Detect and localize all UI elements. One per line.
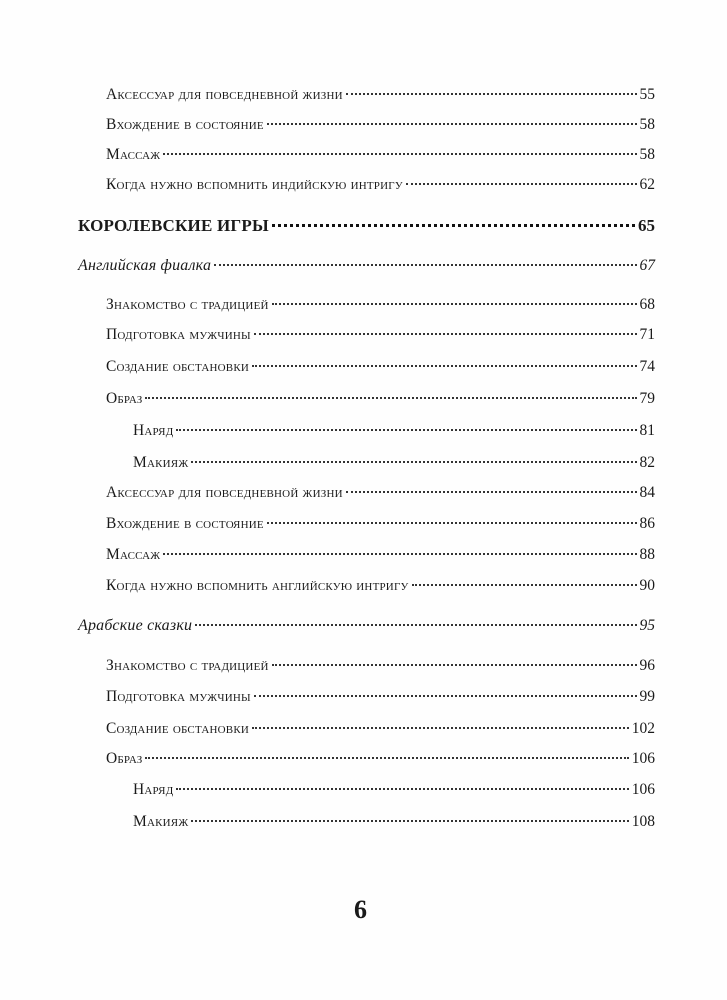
- toc-chapter-title: Арабские сказки: [78, 617, 193, 634]
- toc-entry-title: Массаж: [106, 146, 161, 163]
- toc-subentry-page: 106: [631, 781, 655, 798]
- toc-entry-title: Массаж: [106, 546, 161, 563]
- toc-entry-title: Аксессуар для повседневной жизни: [106, 484, 343, 501]
- toc-entry: [106, 481, 655, 505]
- toc-entry-title: Знакомство с традицией: [106, 657, 269, 674]
- toc-entry-page: 102: [631, 720, 655, 737]
- toc-chapter-heading: [78, 614, 655, 638]
- toc-entry-title: Вхождение в состояние: [106, 116, 264, 133]
- toc-entry-page: 58: [639, 116, 655, 133]
- toc-subentry-title: Макияж: [133, 813, 189, 830]
- toc-entry-page: 99: [639, 688, 655, 705]
- toc-entry: [106, 143, 655, 167]
- toc-entry: [106, 747, 655, 771]
- toc-chapter-title: Английская фиалка: [78, 257, 212, 274]
- toc-leader: [145, 397, 636, 399]
- toc-entry-page: 68: [639, 296, 655, 313]
- toc-entry: [106, 323, 655, 347]
- toc-leader: [346, 491, 637, 493]
- toc-entry-page: 55: [639, 86, 655, 103]
- toc-entry: [106, 685, 655, 709]
- toc-part-page: 65: [638, 216, 655, 235]
- toc-entry-title: Создание обстановки: [106, 358, 249, 375]
- toc-leader: [163, 153, 636, 155]
- toc-entry: [106, 717, 655, 741]
- toc-entry: [106, 293, 655, 317]
- toc-subentry-title: Макияж: [133, 454, 189, 471]
- toc-leader: [252, 727, 629, 729]
- toc-leader: [176, 429, 636, 431]
- toc-leader: [195, 624, 636, 626]
- toc-chapter-heading: [78, 254, 655, 278]
- toc-entry-page: 106: [631, 750, 655, 767]
- toc-chapter-page: 95: [639, 617, 655, 634]
- toc-entry: [106, 654, 655, 678]
- toc-entry-title: Вхождение в состояние: [106, 515, 264, 532]
- toc-leader: [272, 303, 637, 305]
- toc-leader: [272, 224, 635, 227]
- toc-leader: [214, 264, 636, 266]
- toc-entry-title: Когда нужно вспомнить индийскую интригу: [106, 176, 403, 193]
- toc-entry-page: 62: [639, 176, 655, 193]
- toc-entry-title: Подготовка мужчины: [106, 688, 251, 705]
- toc-leader: [272, 664, 637, 666]
- toc-entry-page: 96: [639, 657, 655, 674]
- toc-part-title: КОРОЛЕВСКИЕ ИГРЫ: [78, 216, 269, 235]
- toc-chapter-page: 67: [639, 257, 655, 274]
- toc-leader: [163, 553, 636, 555]
- toc-leader: [191, 820, 628, 822]
- toc-entry-page: 71: [639, 326, 655, 343]
- toc-entry-title: Образ: [106, 390, 143, 407]
- toc-leader: [254, 695, 637, 697]
- toc-subentry-page: 82: [639, 454, 655, 471]
- toc-entry-page: 74: [639, 358, 655, 375]
- toc-entry: [106, 113, 655, 137]
- toc-leader: [176, 788, 628, 790]
- toc-subentry: [133, 451, 655, 475]
- toc-entry: [106, 512, 655, 536]
- toc-subentry-title: Наряд: [133, 422, 174, 439]
- toc-entry-page: 90: [639, 577, 655, 594]
- toc-leader: [145, 757, 628, 759]
- toc-entry-title: Знакомство с традицией: [106, 296, 269, 313]
- toc-entry: [106, 173, 655, 197]
- toc-entry-page: 88: [639, 546, 655, 563]
- toc-leader: [191, 461, 636, 463]
- toc-leader: [267, 123, 637, 125]
- toc-entry-title: Подготовка мужчины: [106, 326, 251, 343]
- page-number: 6: [354, 895, 367, 924]
- toc-entry-page: 79: [639, 390, 655, 407]
- toc-leader: [346, 93, 637, 95]
- toc-entry-title: Аксессуар для повседневной жизни: [106, 86, 343, 103]
- toc-entry-page: 86: [639, 515, 655, 532]
- toc-part-heading: [78, 214, 655, 238]
- toc-entry: [106, 543, 655, 567]
- toc-subentry-page: 108: [631, 813, 655, 830]
- toc-subentry: [133, 419, 655, 443]
- toc-subentry: [133, 810, 655, 834]
- toc-subentry-title: Наряд: [133, 781, 174, 798]
- toc-leader: [267, 522, 637, 524]
- toc-leader: [412, 584, 637, 586]
- toc-entry: [106, 355, 655, 379]
- toc-entry-page: 84: [639, 484, 655, 501]
- toc-entry: [106, 83, 655, 107]
- toc-leader: [254, 333, 637, 335]
- toc-subentry-page: 81: [639, 422, 655, 439]
- toc-entry-title: Образ: [106, 750, 143, 767]
- toc-leader: [252, 365, 637, 367]
- toc-subentry: [133, 778, 655, 802]
- toc-entry-title: Создание обстановки: [106, 720, 249, 737]
- toc-entry: [106, 387, 655, 411]
- toc-entry-title: Когда нужно вспомнить английскую интригу: [106, 577, 409, 594]
- toc-leader: [406, 183, 637, 185]
- toc-entry: [106, 574, 655, 598]
- toc-entry-page: 58: [639, 146, 655, 163]
